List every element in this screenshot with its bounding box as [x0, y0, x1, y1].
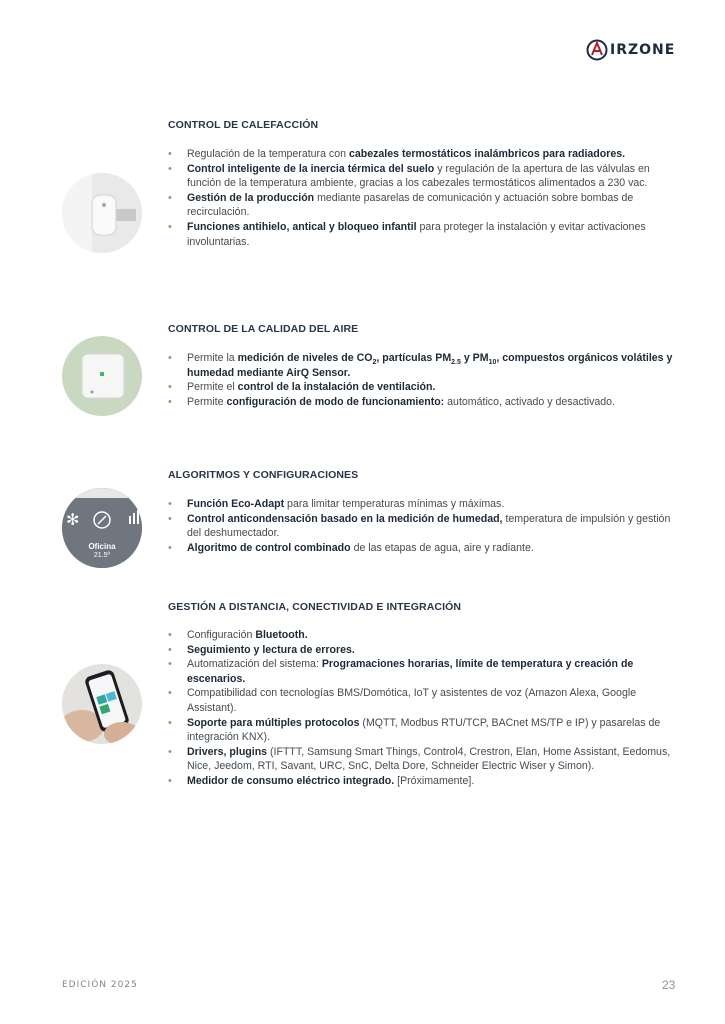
item-text: mediante pasarelas de comunicación y actuación sobre bombas de recirculación.	[187, 191, 634, 219]
page-number: 23	[662, 978, 676, 992]
list-item	[168, 191, 678, 220]
item-text: y PM	[460, 352, 489, 364]
item-text: Función Eco-Adapt	[187, 498, 285, 510]
svg-text:✻: ✻	[66, 510, 80, 529]
brand-name: IRZONE	[610, 42, 676, 58]
thermostat-screen-image	[62, 488, 142, 568]
item-text: Soporte para múltiples protocolos	[187, 716, 360, 729]
thermostatic-head-image	[62, 173, 142, 253]
list-item	[168, 512, 678, 541]
list-item	[168, 643, 678, 658]
item-text: Permite	[187, 395, 227, 408]
item-text: y regulación de la apertura de las válvulas en función de la temperatura ambiente, gracias a los cabezales termostáticos alimentados a 230 vac.	[187, 162, 650, 190]
list-item	[168, 162, 678, 191]
list-item	[168, 380, 678, 395]
item-text: Programaciones horarias, límite de temperatura y creación de escenarios.	[187, 658, 634, 685]
item-text: medición de niveles de CO	[237, 352, 373, 364]
smartphone-app-image	[62, 664, 142, 744]
list-item	[168, 686, 678, 715]
room-name: Oficina	[88, 542, 116, 551]
list-item	[168, 395, 678, 410]
item-text: Medidor de consumo eléctrico integrado.	[187, 774, 395, 787]
list-item	[168, 774, 678, 789]
item-text: (MQTT, Modbus RTU/TCP, BACnet MS/TP e IP) y pasarelas de integración KNX).	[187, 716, 661, 744]
item-text: Configuración	[187, 629, 256, 641]
bullet-list	[168, 628, 678, 789]
item-text: Regulación de la temperatura con	[187, 148, 349, 160]
list-item	[168, 716, 678, 745]
list-item	[168, 351, 678, 380]
item-text: 10	[488, 359, 497, 367]
item-text: Gestión de la producción	[187, 191, 315, 204]
item-text: Control anticondensación basado en la medición de humedad,	[187, 512, 503, 525]
item-text: Control inteligente de la inercia térmica del suelo	[187, 162, 435, 175]
item-text: Permite la	[187, 352, 238, 364]
list-item	[168, 745, 678, 774]
item-text: Bluetooth.	[255, 629, 308, 641]
bullet-list	[168, 351, 678, 409]
item-text: , partículas PM	[376, 352, 452, 364]
item-text: Permite el	[187, 381, 238, 394]
bullet-list	[168, 497, 678, 555]
item-text: Compatibilidad con tecnologías BMS/Domótica, IoT y asistentes de voz (Amazon Alexa, Google Assistant).	[187, 687, 637, 714]
item-text: cabezales termostáticos inalámbricos para radiadores.	[348, 148, 626, 160]
item-text: 2.5	[451, 359, 461, 367]
item-text: , compuestos orgánicos volátiles y humedad mediante AirQ Sensor.	[187, 352, 673, 379]
list-item	[168, 628, 678, 643]
item-text: [Próximamente].	[394, 774, 475, 787]
item-text: (IFTTT, Samsung Smart Things, Control4, Crestron, Elan, Home Assistant, Eedomus, Nice, Jeedom, RTI, Savant, URC, SnC, Delta Dore, Schneider Electric Wiser y Simon).	[187, 745, 671, 773]
item-text: control de la instalación de ventilación.	[237, 381, 436, 394]
section-title: GESTIÓN A DISTANCIA, CONECTIVIDAD E INTEGRACIÓN	[168, 601, 462, 613]
edition-label: EDICIÓN 2025	[62, 980, 138, 990]
list-item	[168, 147, 678, 162]
airzone-a-icon	[586, 39, 608, 61]
item-text: para proteger la instalación y evitar activaciones involuntarias.	[187, 220, 646, 248]
list-item	[168, 541, 678, 556]
bullet-list	[168, 147, 678, 249]
section-title: ALGORITMOS Y CONFIGURACIONES	[168, 469, 359, 481]
room-temperature: 21.5º	[93, 552, 111, 559]
section-title: CONTROL DE CALEFACCIÓN	[168, 119, 319, 131]
item-text: Seguimiento y lectura de errores.	[187, 643, 355, 656]
item-text: para limitar temperaturas mínimas y máximas.	[284, 498, 505, 510]
item-text: de las etapas de agua, aire y radiante.	[350, 541, 534, 554]
airzone-logo	[586, 38, 675, 62]
list-item	[168, 497, 678, 512]
section-title: CONTROL DE LA CALIDAD DEL AIRE	[168, 323, 359, 335]
item-text: automático, activado y desactivado.	[444, 395, 615, 408]
item-text: temperatura de impulsión y gestión del deshumectador.	[187, 512, 671, 540]
item-text: 2	[372, 359, 377, 367]
item-text: configuración de modo de funcionamiento:	[226, 395, 445, 408]
list-item	[168, 657, 678, 686]
item-text: Funciones antihielo, antical y bloqueo infantil	[187, 220, 417, 233]
list-item	[168, 220, 678, 249]
airq-sensor-image	[62, 336, 142, 416]
item-text: Drivers, plugins	[187, 745, 268, 758]
item-text: Algoritmo de control combinado	[187, 541, 351, 554]
item-text: Automatización del sistema:	[187, 658, 322, 671]
